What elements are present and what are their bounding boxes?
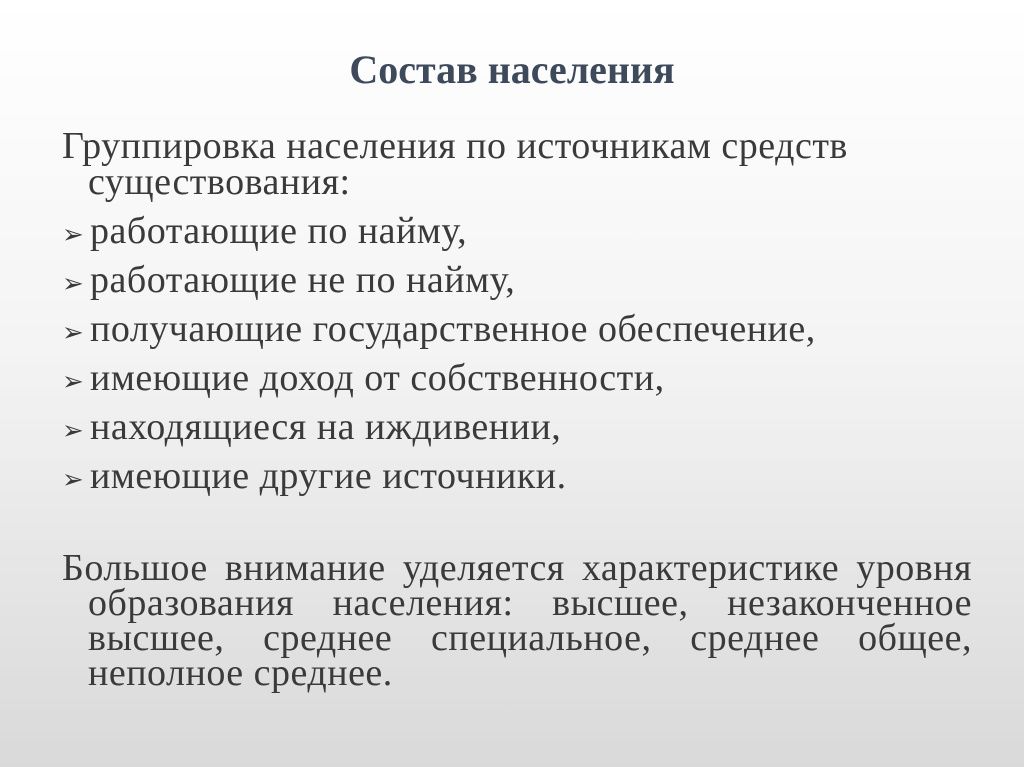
outro-paragraph: Большое внимание уделяется характеристике уровня образования населения: высшее, незаконченное высшее, среднее специальное, среднее общее, неполное среднее. [62, 547, 972, 694]
list-item-text: имеющие другие источники. [90, 455, 567, 497]
arrow-bullet-icon: ➢ [62, 318, 85, 348]
list-item-text: работающие по найму, [90, 210, 468, 252]
list-item [62, 207, 972, 256]
list-item [62, 256, 972, 305]
intro-paragraph: Группировка населения по источникам средств существования: [62, 125, 848, 203]
list-item [62, 305, 972, 354]
list-item [62, 452, 972, 501]
list-item-text: получающие государственное обеспечение, [90, 308, 816, 350]
list-item-text: имеющие доход от собственности, [90, 357, 665, 399]
list-item [62, 403, 972, 452]
list-item-text: находящиеся на иждивении, [90, 406, 562, 448]
arrow-bullet-icon: ➢ [62, 220, 85, 250]
list-item-text: работающие не по найму, [90, 259, 516, 301]
arrow-bullet-icon: ➢ [62, 416, 85, 446]
slide-title: Состав населения [349, 47, 675, 92]
bullet-list [62, 207, 972, 501]
arrow-bullet-icon: ➢ [62, 465, 85, 495]
arrow-bullet-icon: ➢ [62, 367, 85, 397]
slide-content [62, 125, 972, 694]
list-item [62, 354, 972, 403]
arrow-bullet-icon: ➢ [62, 269, 85, 299]
